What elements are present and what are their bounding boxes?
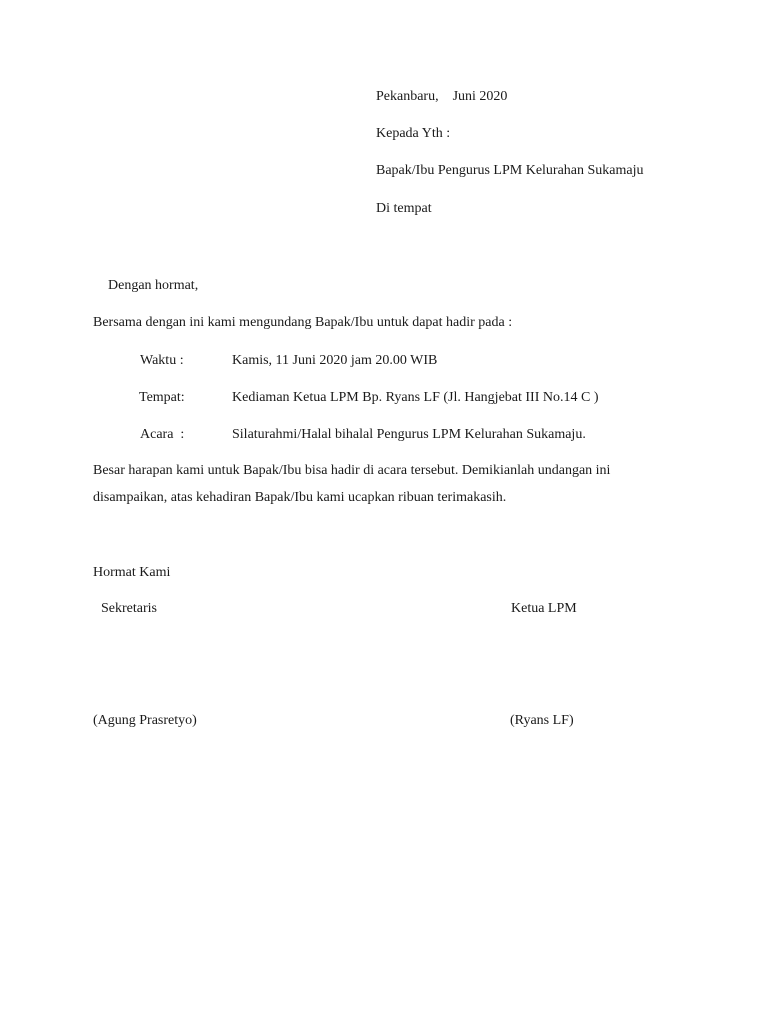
detail-value-tempat: Kediaman Ketua LPM Bp. Ryans LF (Jl. Hangjebat III No.14 C ) (232, 390, 599, 405)
regards: Hormat Kami (93, 565, 171, 580)
detail-label-tempat: Tempat: (139, 390, 185, 405)
recipient-name: Bapak/Ibu Pengurus LPM Kelurahan Sukamaju (376, 163, 644, 178)
recipient-salutation: Kepada Yth : (376, 126, 451, 141)
right-signatory-title: Ketua LPM (511, 601, 577, 616)
closing-line-2: disampaikan, atas kehadiran Bapak/Ibu kami ucapkan ribuan terimakasih. (93, 490, 507, 505)
intro-text: Bersama dengan ini kami mengundang Bapak/Ibu untuk dapat hadir pada : (93, 315, 513, 330)
recipient-location: Di tempat (376, 201, 432, 216)
closing-line-1: Besar harapan kami untuk Bapak/Ibu bisa hadir di acara tersebut. Demikianlah undangan ini (93, 463, 611, 478)
greeting: Dengan hormat, (108, 278, 199, 293)
detail-value-waktu: Kamis, 11 Juni 2020 jam 20.00 WIB (232, 353, 438, 368)
detail-label-acara: Acara : (140, 427, 185, 442)
place-date: Pekanbaru, Juni 2020 (376, 89, 508, 104)
left-signatory-name: (Agung Prasretyo) (93, 713, 197, 728)
detail-value-acara: Silaturahmi/Halal bihalal Pengurus LPM Kelurahan Sukamaju. (232, 427, 586, 442)
right-signatory-name: (Ryans LF) (510, 713, 574, 728)
detail-label-waktu: Waktu : (140, 353, 184, 368)
left-signatory-title: Sekretaris (101, 601, 157, 616)
